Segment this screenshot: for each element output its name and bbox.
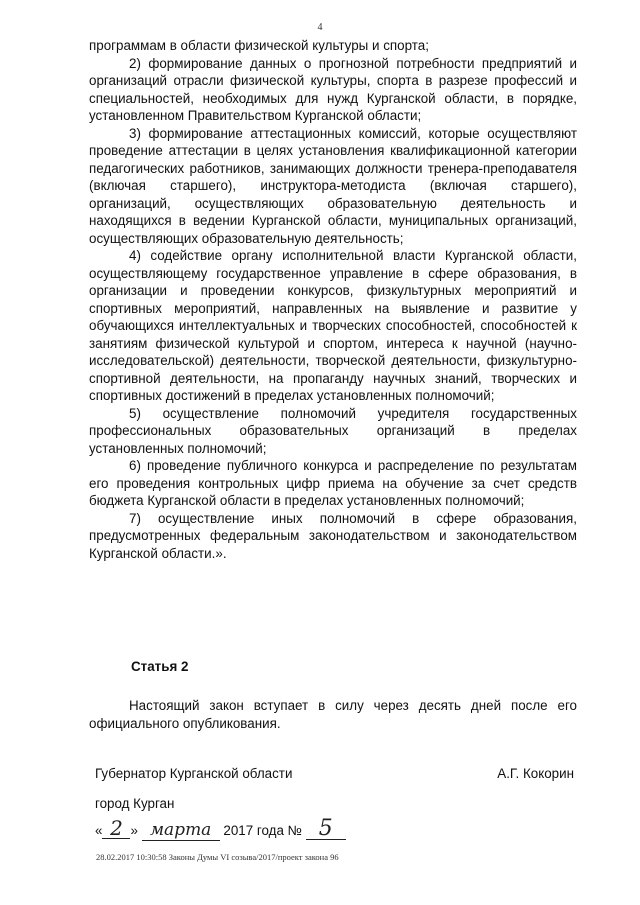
signer-name: А.Г. Кокорин — [497, 766, 574, 781]
document-body — [89, 37, 577, 562]
paragraph-item-3: 3) формирование аттестационных комиссий, которые осуществляют проведение аттестации в целях установления квалификационной категории педагогических работников, занимающих должности тренера-преподавателя (включая старшего), инструктора-методиста (включая старшего), организаций, осуществляющих образовательную деятельность и находящихся в ведении Курганской области, муниципальных организаций, осуществляющих образовательную деятельность; — [89, 125, 577, 246]
open-quote: « — [95, 823, 103, 838]
footer-file-path: 28.02.2017 10:30:58 Законы Думы VI созыва/2017/проект закона 96 — [96, 852, 339, 862]
page-number: 4 — [317, 22, 323, 33]
handwritten-law-number: 5 — [306, 819, 346, 840]
article-title: Статья 2 — [131, 659, 189, 674]
governor-title: Губернатор Курганской области — [95, 766, 293, 781]
date-line — [95, 818, 346, 841]
paragraph-item-4: 4) содействие органу исполнительной власти Курганской области, осуществляющему государственное управление в сфере образования, в организации и проведении конкурсов, физкультурных мероприятий и спортивных мероприятий, направленных на выявление и развитие у обучающихся интеллектуальных и творческих способностей, способностей к занятиям физической культурой и спортом, интереса к научной (научно-исследовательской) деятельности, творческой деятельности, физкультурно-спортивной деятельности, на пропаганду научных знаний, творческих и спортивных достижений в пределах установленных полномочий; — [89, 248, 577, 403]
handwritten-day: 2 — [102, 818, 130, 839]
effective-date-paragraph: Настоящий закон вступает в силу через десять дней после его официального опубликования. — [89, 698, 577, 731]
close-quote: » — [130, 823, 138, 838]
paragraph-item-7: 7) осуществление иных полномочий в сфере образования, предусмотренных федеральным законодательством и законодательством Курганской области.». — [89, 510, 577, 561]
paragraph-item-5: 5) осуществление полномочий учредителя государственных профессиональных образовательных организаций в пределах установленных полномочий; — [89, 405, 577, 456]
handwritten-month: марта — [142, 820, 220, 841]
paragraph-item-2: 2) формирование данных о прогнозной потребности предприятий и организаций отрасли физической культуры, спорта в разрезе профессий и специальностей, необходимых для нужд Курганской области, в порядке, установленном Правительством Курганской области; — [89, 55, 577, 123]
paragraph-item-6: 6) проведение публичного конкурса и распределение по результатам его проведения контрольных цифр приема на обучение за счет средств бюджета Курганской области в пределах установленных полномочий; — [89, 458, 577, 508]
paragraph-continuation: программам в области физической культуры и спорта; — [89, 38, 429, 53]
city-name: город Курган — [95, 796, 175, 811]
year-label: 2017 года № — [223, 823, 302, 838]
